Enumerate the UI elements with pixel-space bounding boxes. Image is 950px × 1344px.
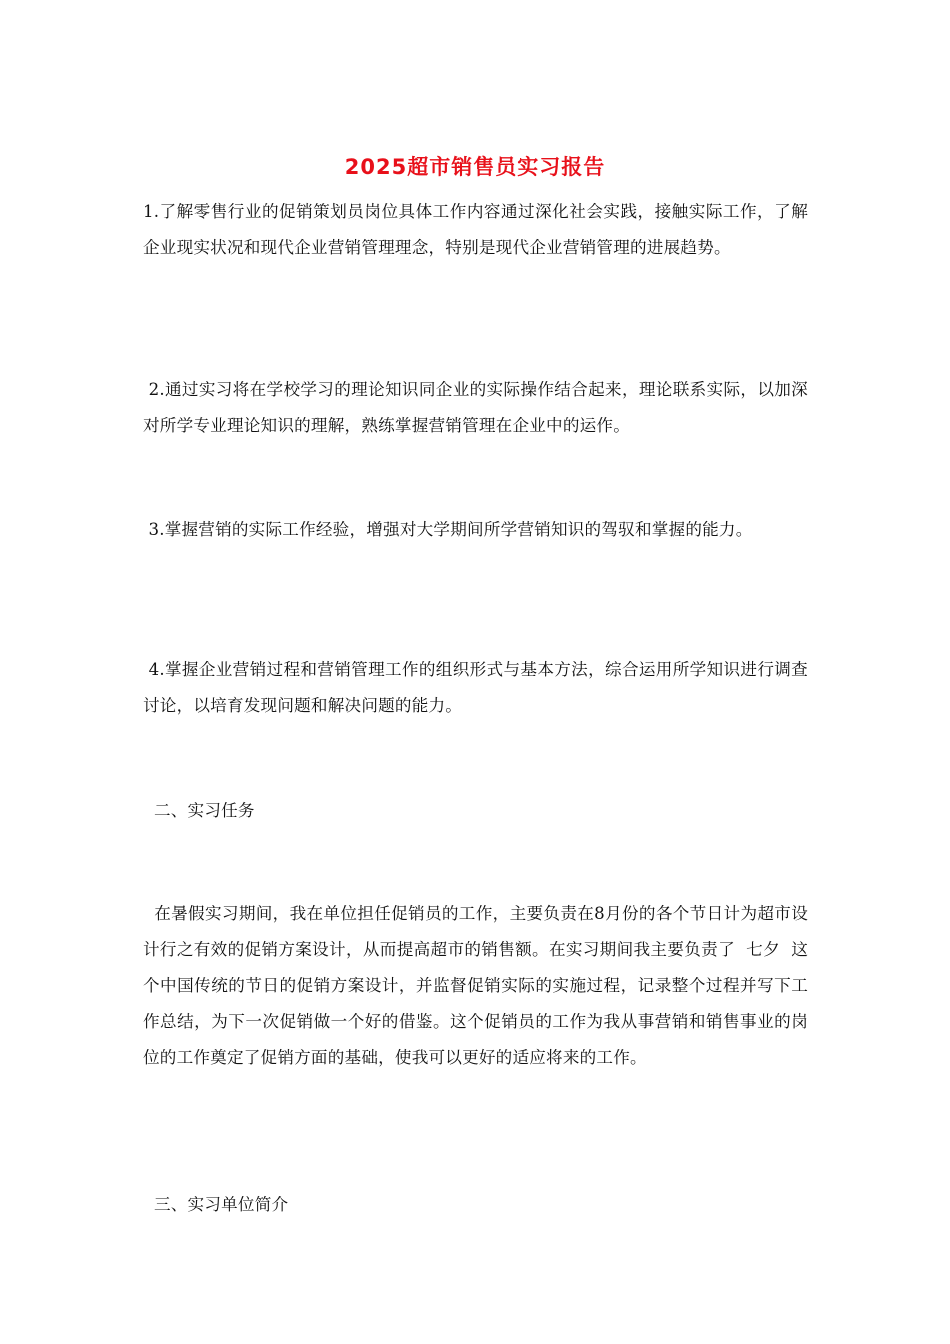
- section-heading-internship-tasks: 二、实习任务: [143, 801, 255, 820]
- paragraph-objective-2: 2.通过实习将在学校学习的理论知识同企业的实际操作结合起来，理论联系实际，以加深对所学专业理论知识的理解，熟练掌握营销管理在企业中的运作。: [143, 380, 808, 435]
- paragraph-internship-tasks: 在暑假实习期间，我在单位担任促销员的工作，主要负责在8月份的各个节日计为超市设计行之有效的促销方案设计，从而提高超市的销售额。在实习期间我主要负责了 七夕 这个中国传统的节日的促销方案设计，并监督促销实际的实施过程，记录整个过程并写下工作总结，为下一次促销做一个好的借鉴。这个促销员的工作为我从事营销和销售事业的岗位的工作奠定了促销方面的基础，使我可以更好的适应将来的工作。: [143, 904, 809, 1067]
- paragraph-objective-3: 3.掌握营销的实际工作经验，增强对大学期间所学营销知识的驾驭和掌握的能力。: [143, 520, 753, 539]
- document-title: 2025超市销售员实习报告: [344, 155, 606, 179]
- paragraph-objective-1: 1.了解零售行业的促销策划员岗位具体工作内容通过深化社会实践，接触实际工作，了解企业现实状况和现代企业营销管理理念，特别是现代企业营销管理的进展趋势。: [143, 202, 808, 257]
- section-heading-company-intro: 三、实习单位简介: [143, 1195, 289, 1214]
- paragraph-objective-4: 4.掌握企业营销过程和营销管理工作的组织形式与基本方法，综合运用所学知识进行调查讨论，以培育发现问题和解决问题的能力。: [143, 660, 808, 715]
